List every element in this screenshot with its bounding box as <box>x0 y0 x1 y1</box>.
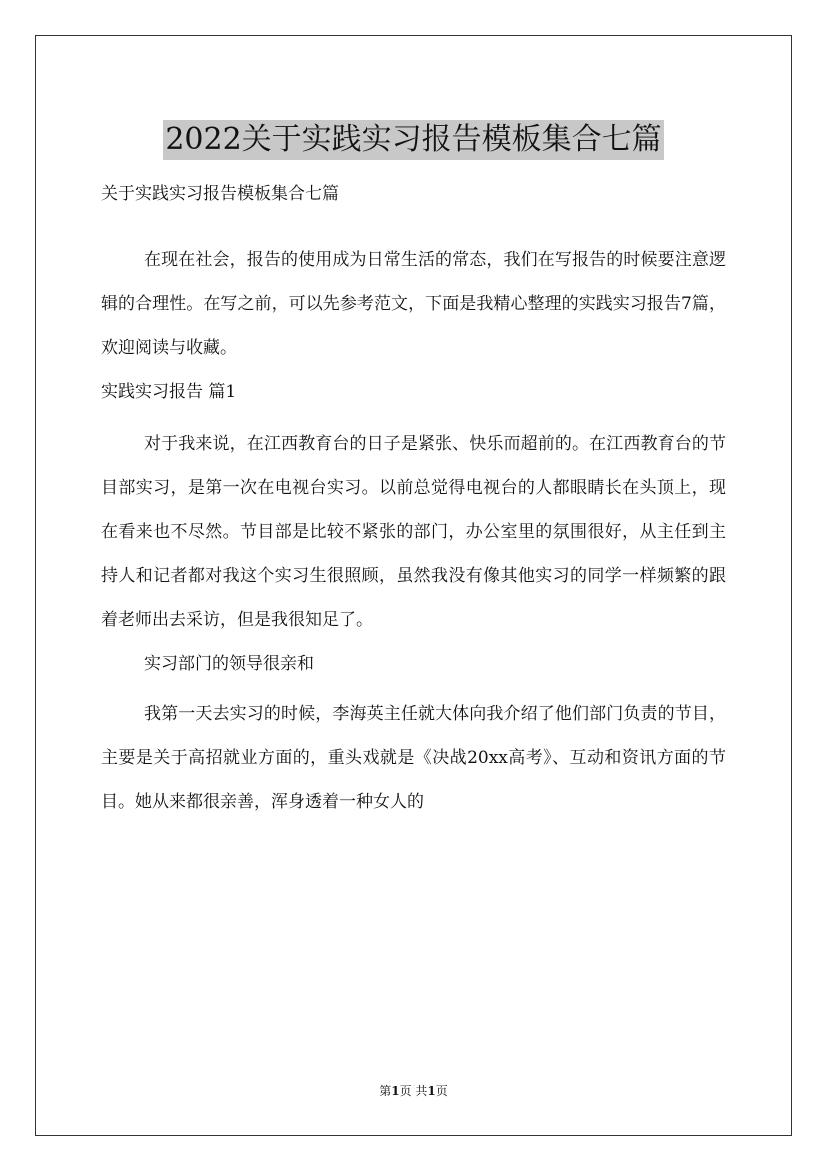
footer-total-pages: 1 <box>427 1084 436 1098</box>
body-paragraph-2: 实习部门的领导很亲和 <box>144 654 314 674</box>
section-heading: 实践实习报告 篇1 <box>101 382 237 402</box>
title-container <box>0 100 827 180</box>
document-title: 2022关于实践实习报告模板集合七篇 <box>163 120 663 160</box>
spacer <box>101 414 726 422</box>
intro-paragraph: 在现在社会，报告的使用成为日常生活的常态，我们在写报告的时候要注意逻辑的合理性。在写之前，可以先参考范文，下面是我精心整理的实践实习报告7篇，欢迎阅读与收藏。 <box>101 250 726 358</box>
document-subtitle: 关于实践实习报告模板集合七篇 <box>101 184 339 204</box>
footer-page-prefix: 第 <box>379 1084 392 1098</box>
body-paragraph-1: 对于我来说，在江西教育台的日子是紧张、快乐而超前的。在江西教育台的节目部实习，是第一次在电视台实习。以前总觉得电视台的人都眼睛长在头顶上，现在看来也不尽然。节目部是比较不紧张的部门，办公室里的氛围很好，从主任到主持人和记者都对我这个实习生很照顾，虽然我没有像其他实习的同学一样频繁的跟着老师出去采访，但是我很知足了。 <box>101 434 726 630</box>
document-body <box>101 172 726 824</box>
spacer <box>101 216 726 238</box>
footer-current-page: 1 <box>391 1084 400 1098</box>
body-paragraph-3: 我第一天去实习的时候，李海英主任就大体向我介绍了他们部门负责的节目，主要是关于高招就业方面的，重头戏就是《决战20xx高考》、互动和资讯方面的节目。她从来都很亲善，浑身透着一种女人的 <box>101 704 726 812</box>
footer-page-suffix: 页 <box>435 1084 448 1098</box>
footer-page-mid: 页 共 <box>399 1084 428 1098</box>
page-footer <box>0 1083 827 1099</box>
